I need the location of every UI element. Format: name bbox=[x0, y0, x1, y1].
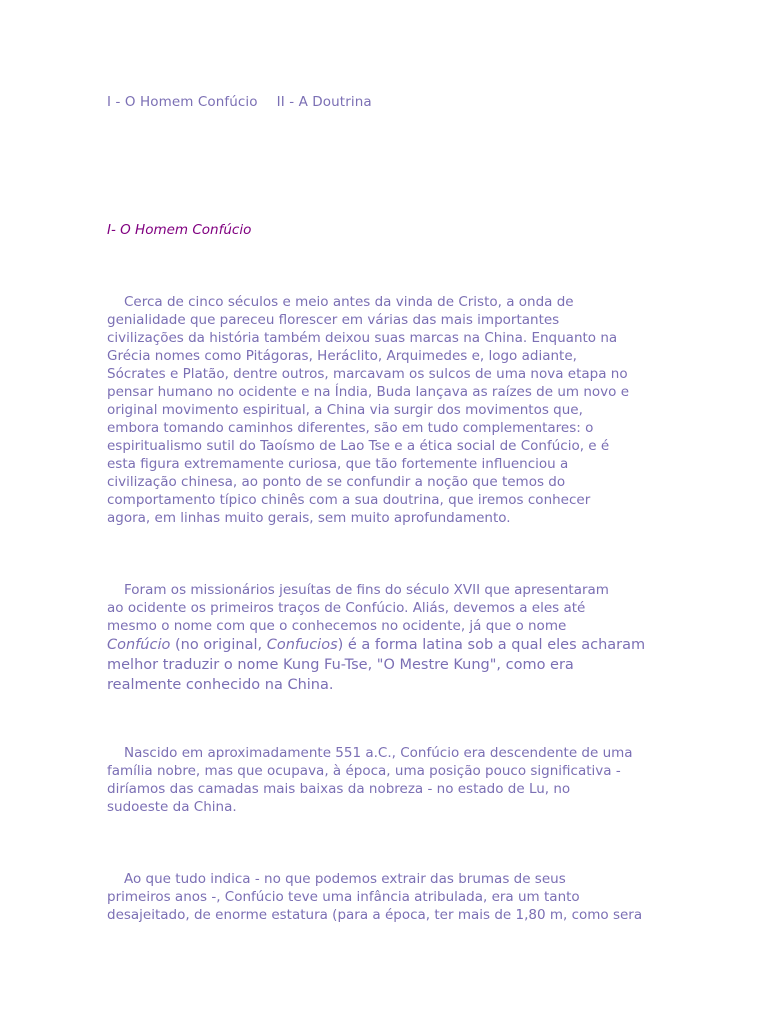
paragraph-line: mesmo o nome com que o conhecemos no ocidente, já que o nome bbox=[107, 618, 567, 634]
paragraph-2 bbox=[107, 581, 667, 695]
paragraph-line: agora, em linhas muito gerais, sem muito aprofundamento. bbox=[107, 510, 511, 526]
top-navigation bbox=[107, 94, 372, 110]
paragraph-line: original movimento espiritual, a China via surgir dos movimentos que, bbox=[107, 402, 583, 418]
paragraph-3 bbox=[107, 744, 667, 816]
paragraph-line: ao ocidente os primeiros traços de Confúcio. Aliás, devemos a eles até bbox=[107, 600, 586, 616]
paragraph-line: civilização chinesa, ao ponto de se confundir a noção que temos do bbox=[107, 474, 566, 490]
paragraph-line: embora tomando caminhos diferentes, são em tudo complementares: o bbox=[107, 420, 594, 436]
paragraph-line: família nobre, mas que ocupava, à época, uma posição pouco significativa - bbox=[107, 763, 621, 779]
paragraph-line: realmente conhecido na China. bbox=[107, 677, 334, 693]
nav-link-doutrina[interactable]: II - A Doutrina bbox=[276, 94, 372, 110]
paragraph-line: comportamento típico chinês com a sua doutrina, que iremos conhecer bbox=[107, 492, 591, 508]
paragraph-line: pensar humano no ocidente e na Índia, Buda lançava as raízes de um novo e bbox=[107, 384, 630, 400]
paragraph-line: civilizações da história também deixou suas marcas na China. Enquanto na bbox=[107, 330, 618, 346]
paragraph-line: desajeitado, de enorme estatura (para a época, ter mais de 1,80 m, como sera bbox=[107, 907, 643, 923]
inline-text: ) é a forma latina sob a qual eles acharam bbox=[337, 637, 646, 653]
paragraph-1 bbox=[107, 293, 667, 527]
nav-link-homem-confucio[interactable]: I - O Homem Confúcio bbox=[107, 94, 258, 110]
paragraph-line: Foram os missionários jesuítas de fins do século XVII que apresentaram bbox=[124, 582, 609, 598]
paragraph-line: genialidade que pareceu florescer em várias das mais importantes bbox=[107, 312, 560, 328]
paragraph-line: melhor traduzir o nome Kung Fu-Tse, "O Mestre Kung", como era bbox=[107, 657, 574, 673]
section-heading: I- O Homem Confúcio bbox=[107, 222, 252, 238]
paragraph-line: diríamos das camadas mais baixas da nobreza - no estado de Lu, no bbox=[107, 781, 571, 797]
paragraph-line bbox=[107, 635, 667, 655]
paragraph-line: sudoeste da China. bbox=[107, 799, 237, 815]
paragraph-line: Ao que tudo indica - no que podemos extrair das brumas de seus bbox=[124, 871, 566, 887]
paragraph-4 bbox=[107, 870, 667, 924]
paragraph-line: Cerca de cinco séculos e meio antes da vinda de Cristo, a onda de bbox=[124, 294, 574, 310]
paragraph-line: espiritualismo sutil do Taoísmo de Lao Tse e a ética social de Confúcio, e é bbox=[107, 438, 610, 454]
paragraph-line: Grécia nomes como Pitágoras, Heráclito, Arquimedes e, logo adiante, bbox=[107, 348, 577, 364]
italic-term-confucio: Confúcio bbox=[107, 637, 171, 653]
inline-text: (no original, bbox=[170, 637, 267, 653]
paragraph-line: esta figura extremamente curiosa, que tão fortemente influenciou a bbox=[107, 456, 569, 472]
paragraph-line: Nascido em aproximadamente 551 a.C., Confúcio era descendente de uma bbox=[124, 745, 633, 761]
paragraph-line: primeiros anos -, Confúcio teve uma infância atribulada, era um tanto bbox=[107, 889, 580, 905]
paragraph-line: Sócrates e Platão, dentre outros, marcavam os sulcos de uma nova etapa no bbox=[107, 366, 628, 382]
italic-term-confucios: Confucios bbox=[266, 637, 338, 653]
